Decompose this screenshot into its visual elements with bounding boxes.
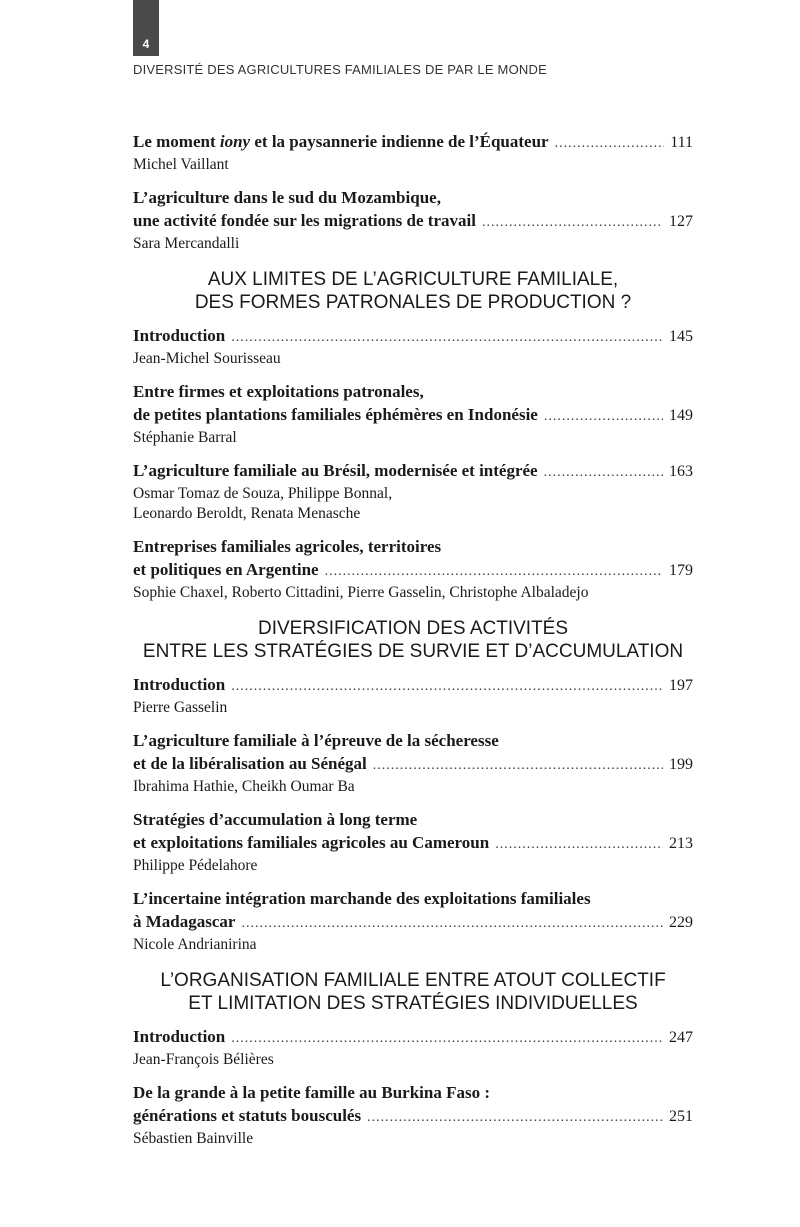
entry-title: Entre firmes et exploitations patronales, de petites plantations familiales éphémères en Indonésie ..... 149 <box>133 380 693 428</box>
toc-entry <box>133 459 693 524</box>
dot-leader <box>231 675 663 698</box>
toc-entry <box>133 808 693 876</box>
entry-authors: Sophie Chaxel, Roberto Cittadini, Pierre Gasselin, Christophe Albaladejo <box>133 584 589 601</box>
entry-title: L’agriculture familiale à l’épreuve de la sécheresse et de la libéralisation au Sénégal ..... 199 <box>133 729 693 777</box>
entry-title: L’incertaine intégration marchande des exploitations familiales à Madagascar ..... 229 <box>133 887 693 935</box>
dot-leader <box>495 833 663 856</box>
entry-authors: Stéphanie Barral <box>133 429 237 446</box>
table-of-contents <box>133 130 693 1160</box>
entry-page-number: 199 <box>669 756 693 773</box>
entry-authors: Jean-François Bélières <box>133 1051 274 1068</box>
dot-leader <box>325 560 663 583</box>
entry-page-number: 179 <box>669 562 693 579</box>
entry-authors: Jean-Michel Sourisseau <box>133 350 281 367</box>
entry-page-number: 247 <box>669 1029 693 1046</box>
toc-entry <box>133 130 693 175</box>
section-heading: DIVERSIFICATION DES ACTIVITÉS ENTRE LES STRATÉGIES DE SURVIE ET D’ACCUMULATION <box>142 618 684 662</box>
entry-authors: Nicole Andrianirina <box>133 936 257 953</box>
dot-leader <box>482 211 663 234</box>
entry-title: Entreprises familiales agricoles, territoires et politiques en Argentine ..... 179 <box>133 535 693 583</box>
entry-title: Stratégies d’accumulation à long terme et exploitations familiales agricoles au Cameroun ..... 213 <box>133 808 693 856</box>
entry-authors: Ibrahima Hathie, Cheikh Oumar Ba <box>133 778 355 795</box>
entry-page-number: 197 <box>669 677 693 694</box>
entry-page-number: 229 <box>669 914 693 931</box>
entry-page-number: 251 <box>669 1108 693 1125</box>
dot-leader <box>544 461 663 484</box>
entry-title: Introduction ..... 197 <box>133 673 693 698</box>
toc-entry <box>133 324 693 369</box>
toc-entry <box>133 673 693 718</box>
entry-page-number: 145 <box>669 328 693 345</box>
toc-entry <box>133 380 693 448</box>
dot-leader <box>555 132 665 155</box>
entry-page-number: 149 <box>669 407 693 424</box>
page-number: 4 <box>142 37 150 51</box>
entry-authors: Sébastien Bainville <box>133 1130 254 1147</box>
entry-authors: Sara Mercandalli <box>133 235 240 252</box>
dot-leader <box>544 405 663 428</box>
toc-entry <box>133 887 693 955</box>
toc-entry <box>133 1081 693 1149</box>
toc-entry <box>133 186 693 254</box>
entry-page-number: 111 <box>670 134 693 151</box>
entry-page-number: 213 <box>669 835 693 852</box>
entry-page-number: 127 <box>669 213 693 230</box>
entry-authors: Philippe Pédelahore <box>133 857 258 874</box>
section-heading: L’ORGANISATION FAMILIALE ENTRE ATOUT COLLECTIF ET LIMITATION DES STRATÉGIES INDIVIDUELLES <box>160 970 666 1014</box>
dot-leader <box>241 912 663 935</box>
entry-title: De la grande à la petite famille au Burkina Faso : générations et statuts bousculés ..... 251 <box>133 1081 693 1129</box>
page-number-tab <box>133 0 159 56</box>
dot-leader <box>367 1106 663 1129</box>
entry-authors: Michel Vaillant <box>133 156 229 173</box>
toc-entry <box>133 1025 693 1070</box>
dot-leader <box>373 754 663 777</box>
entry-title: Le moment iony et la paysannerie indienne de l’Équateur ..... 111 <box>133 130 693 155</box>
entry-title: L’agriculture familiale au Brésil, modernisée et intégrée ..... 163 <box>133 459 693 484</box>
running-title: DIVERSITÉ DES AGRICULTURES FAMILIALES DE PAR LE MONDE <box>133 62 547 77</box>
toc-entry <box>133 729 693 797</box>
dot-leader <box>231 326 663 349</box>
entry-title: Introduction ..... 247 <box>133 1025 693 1050</box>
entry-authors: Osmar Tomaz de Souza, Philippe Bonnal, <box>133 485 393 502</box>
entry-authors: Pierre Gasselin <box>133 699 228 716</box>
entry-title: L’agriculture dans le sud du Mozambique, une activité fondée sur les migrations de travail ..... 127 <box>133 186 693 234</box>
entry-title: Introduction ..... 145 <box>133 324 693 349</box>
entry-authors: Leonardo Beroldt, Renata Menasche <box>133 505 361 522</box>
dot-leader <box>231 1027 663 1050</box>
entry-page-number: 163 <box>669 463 693 480</box>
toc-entry <box>133 535 693 603</box>
section-heading: AUX LIMITES DE L’AGRICULTURE FAMILIALE, DES FORMES PATRONALES DE PRODUCTION ? <box>194 269 632 313</box>
